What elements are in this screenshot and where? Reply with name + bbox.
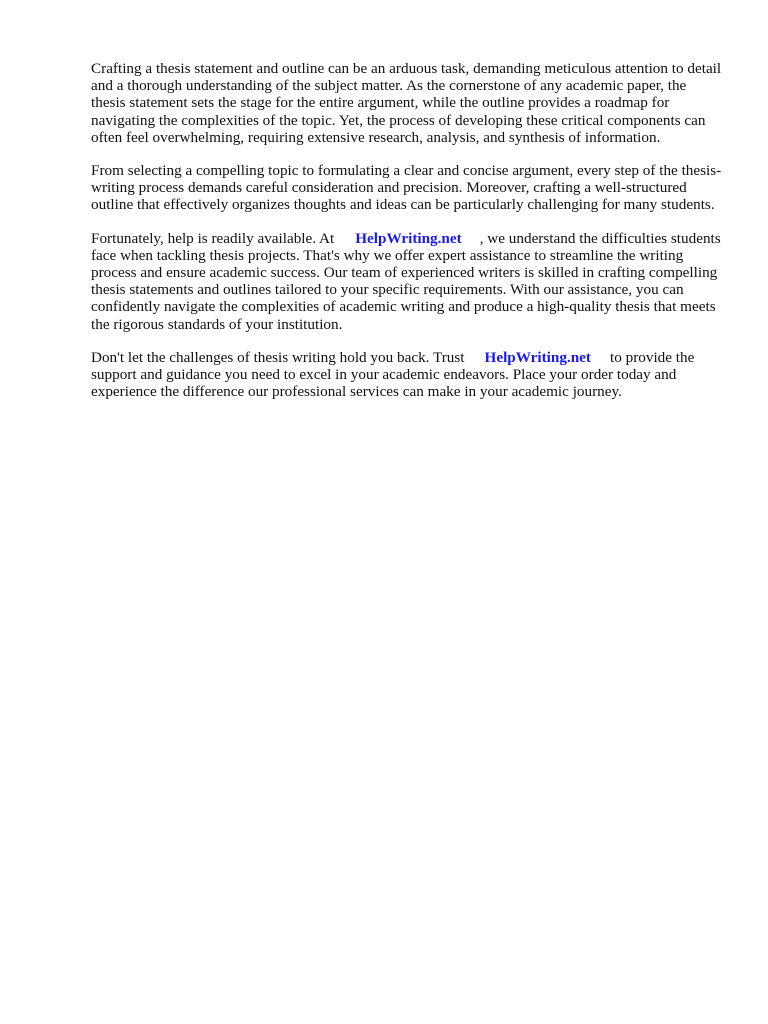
paragraph-process: From selecting a compelling topic to formulating a clear and concise argument, every step of the thesis-writing process demands careful consideration and precision. Moreover, crafting a well-structured outline that effectively organizes thoughts and ideas can be particularly challenging for many students.: [91, 162, 722, 214]
document-body: [91, 60, 723, 416]
paragraph-cta: [91, 349, 723, 401]
helpwriting-link-cta[interactable]: HelpWriting.net: [484, 348, 591, 366]
paragraph-help-rest: , we understand the difficulties students face when tackling thesis projects. That's why we offer expert assistance to streamline the writing process and ensure academic success. Our team of experienced writers is skilled in crafting compelling thesis statements and outlines tailored to your specific requirements. With our assistance, you can confidently navigate the complexities of academic writing and produce a high-quality thesis that meets the rigorous standards of your institution.: [91, 229, 721, 333]
paragraph-intro: Crafting a thesis statement and outline can be an arduous task, demanding meticulous attention to detail and a thorough understanding of the subject matter. As the cornerstone of any academic paper, the thesis statement sets the stage for the entire argument, while the outline provides a roadmap for navigating the complexities of the topic. Yet, the process of developing these critical components can often feel overwhelming, requiring extensive research, analysis, and synthesis of information.: [91, 60, 722, 146]
helpwriting-link[interactable]: HelpWriting.net: [355, 229, 462, 247]
paragraph-help-lead: Fortunately, help is readily available. At: [91, 229, 335, 247]
paragraph-cta-rest: to provide the support and guidance you need to excel in your academic endeavors. Place your order today and experience the difference our professional services can make in your academic journey.: [91, 348, 695, 401]
paragraph-help: [91, 230, 723, 333]
paragraph-cta-lead: Don't let the challenges of thesis writing hold you back. Trust: [91, 348, 465, 366]
